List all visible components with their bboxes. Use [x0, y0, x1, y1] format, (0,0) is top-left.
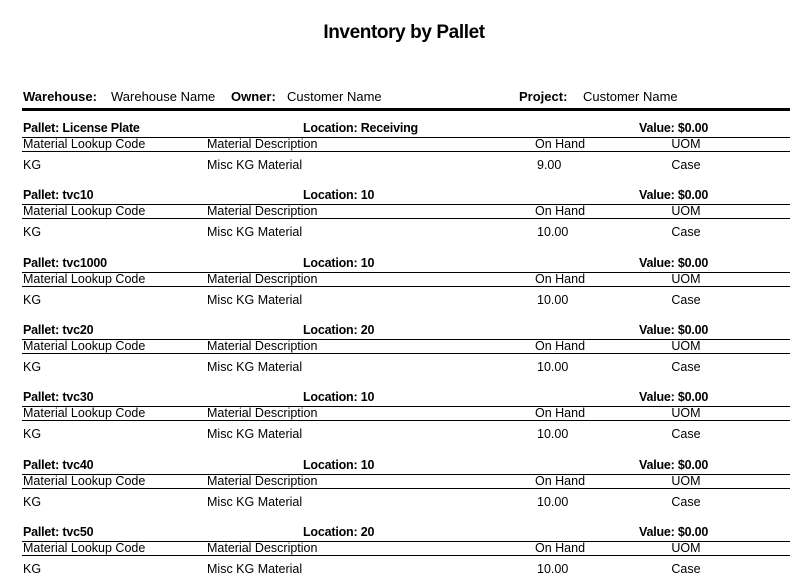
uom-value: Case [671, 495, 701, 509]
material-code: KG [23, 158, 42, 172]
col-header-code: Material Lookup Code [23, 339, 146, 353]
pallet-location: Location: 10 [303, 390, 375, 404]
pallet-location: Location: 10 [303, 256, 375, 270]
onhand-qty: 9.00 [537, 158, 562, 172]
column-rule [22, 286, 790, 287]
warehouse-value: Warehouse Name [111, 89, 216, 104]
col-header-desc: Material Description [207, 272, 318, 286]
material-code: KG [23, 427, 42, 441]
pallet-location: Location: 10 [303, 188, 375, 202]
pallet-location: Location: Receiving [303, 121, 418, 135]
project-value: Customer Name [583, 89, 678, 104]
material-code: KG [23, 360, 42, 374]
col-header-uom: UOM [671, 406, 701, 420]
column-rule [22, 488, 790, 489]
pallet-id: Pallet: tvc10 [23, 188, 94, 202]
pallet-section [0, 323, 808, 383]
material-code: KG [23, 495, 42, 509]
column-rule [22, 353, 790, 354]
owner-label: Owner: [231, 89, 276, 104]
owner-value: Customer Name [287, 89, 382, 104]
onhand-qty: 10.00 [537, 360, 569, 374]
uom-value: Case [671, 562, 701, 576]
col-header-code: Material Lookup Code [23, 474, 146, 488]
col-header-uom: UOM [671, 541, 701, 555]
col-header-desc: Material Description [207, 474, 318, 488]
material-desc: Misc KG Material [207, 562, 303, 576]
col-header-desc: Material Description [207, 339, 318, 353]
material-desc: Misc KG Material [207, 427, 303, 441]
column-rule [22, 555, 790, 556]
uom-value: Case [671, 225, 701, 239]
col-header-uom: UOM [671, 339, 701, 353]
material-desc: Misc KG Material [207, 158, 303, 172]
onhand-qty: 10.00 [537, 225, 569, 239]
pallet-section [0, 525, 808, 585]
onhand-qty: 10.00 [537, 427, 569, 441]
col-header-uom: UOM [671, 137, 701, 151]
pallet-location: Location: 20 [303, 525, 375, 539]
material-desc: Misc KG Material [207, 293, 303, 307]
col-header-uom: UOM [671, 204, 701, 218]
col-header-code: Material Lookup Code [23, 272, 146, 286]
pallet-value: Value: $0.00 [639, 458, 709, 472]
col-header-uom: UOM [671, 474, 701, 488]
onhand-qty: 10.00 [537, 495, 569, 509]
material-desc: Misc KG Material [207, 495, 303, 509]
pallet-id: Pallet: tvc50 [23, 525, 94, 539]
pallet-section [0, 390, 808, 450]
pallet-id: Pallet: License Plate [23, 121, 140, 135]
col-header-onhand: On Hand [535, 541, 586, 555]
pallet-id: Pallet: tvc40 [23, 458, 94, 472]
pallet-id: Pallet: tvc20 [23, 323, 94, 337]
pallet-id: Pallet: tvc1000 [23, 256, 107, 270]
pallet-section [0, 121, 808, 181]
col-header-onhand: On Hand [535, 406, 586, 420]
pallet-value: Value: $0.00 [639, 390, 709, 404]
pallet-id: Pallet: tvc30 [23, 390, 94, 404]
col-header-onhand: On Hand [535, 474, 586, 488]
col-header-desc: Material Description [207, 137, 318, 151]
col-header-code: Material Lookup Code [23, 406, 146, 420]
col-header-onhand: On Hand [535, 204, 586, 218]
pallet-section [0, 188, 808, 248]
report-title: Inventory by Pallet [323, 22, 485, 43]
uom-value: Case [671, 427, 701, 441]
material-code: KG [23, 293, 42, 307]
onhand-qty: 10.00 [537, 562, 569, 576]
uom-value: Case [671, 360, 701, 374]
uom-value: Case [671, 293, 701, 307]
pallet-value: Value: $0.00 [639, 121, 709, 135]
pallet-value: Value: $0.00 [639, 256, 709, 270]
pallet-section [0, 256, 808, 316]
material-desc: Misc KG Material [207, 360, 303, 374]
warehouse-label: Warehouse: [23, 89, 97, 104]
col-header-onhand: On Hand [535, 339, 586, 353]
pallet-value: Value: $0.00 [639, 323, 709, 337]
material-desc: Misc KG Material [207, 225, 303, 239]
column-rule [22, 151, 790, 152]
header-divider [22, 108, 790, 111]
material-code: KG [23, 562, 42, 576]
col-header-desc: Material Description [207, 406, 318, 420]
project-label: Project: [519, 89, 568, 104]
col-header-code: Material Lookup Code [23, 137, 146, 151]
pallet-section [0, 458, 808, 518]
column-rule [22, 420, 790, 421]
column-rule [22, 218, 790, 219]
col-header-desc: Material Description [207, 541, 318, 555]
col-header-onhand: On Hand [535, 137, 586, 151]
uom-value: Case [671, 158, 701, 172]
col-header-onhand: On Hand [535, 272, 586, 286]
pallet-value: Value: $0.00 [639, 525, 709, 539]
col-header-uom: UOM [671, 272, 701, 286]
onhand-qty: 10.00 [537, 293, 569, 307]
pallet-location: Location: 20 [303, 323, 375, 337]
col-header-code: Material Lookup Code [23, 204, 146, 218]
material-code: KG [23, 225, 42, 239]
pallet-location: Location: 10 [303, 458, 375, 472]
col-header-desc: Material Description [207, 204, 318, 218]
col-header-code: Material Lookup Code [23, 541, 146, 555]
pallet-value: Value: $0.00 [639, 188, 709, 202]
